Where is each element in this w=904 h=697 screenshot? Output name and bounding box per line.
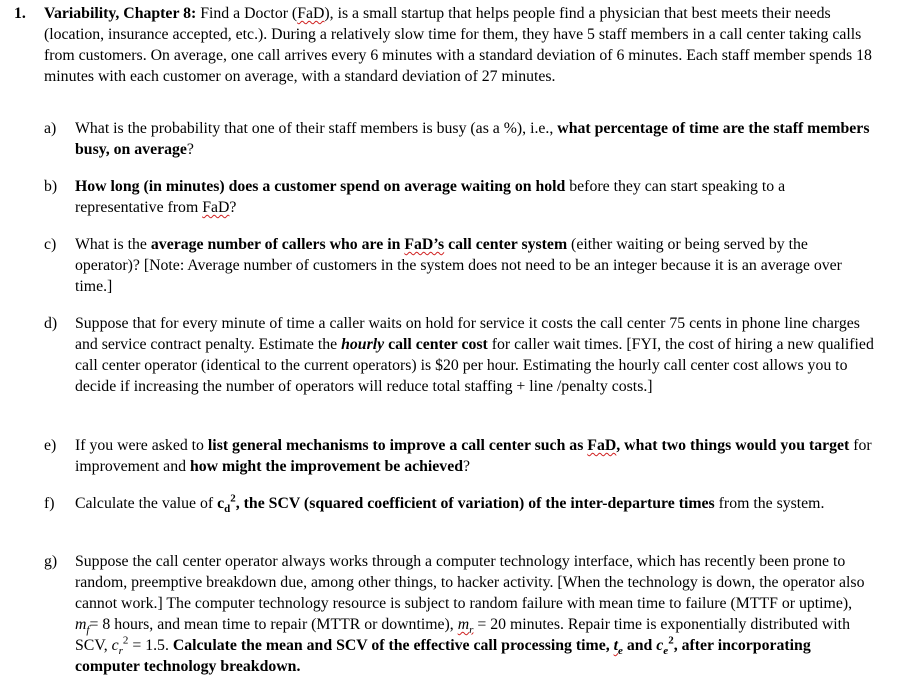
part-text: What is the probability that one of their staff members is busy (as a %), i.e., what percentage of time are the staff members busy, on average?: [75, 120, 870, 158]
part-label: a): [44, 120, 57, 137]
spellcheck-word: FaD: [587, 437, 617, 454]
spellcheck-word: FaD: [202, 199, 230, 216]
part-label: c): [44, 236, 57, 253]
spellcheck-word: $t_e$: [613, 637, 623, 658]
part-label: g): [44, 553, 58, 570]
spellcheck-word: FaD’s: [404, 236, 445, 253]
part-text: How long (in minutes) does a customer spend on average waiting on hold before they can start speaking to a representative from FaD?: [75, 178, 786, 216]
part-text: Calculate the value of $c_d^2$, the SCV (squared coefficient of variation) of the inter-departure times from the system.: [75, 492, 825, 516]
spellcheck-word: FaD: [297, 5, 325, 22]
part-label: e): [44, 437, 57, 454]
part-text: Suppose the call center operator always works through a computer technology interface, which has recently been prone to random, preemptive breakdown due, among other things, to hacker activity. [When the technology is down, the operator also cannot work.] The computer technology resource is subject to random failure with mean time to failure (MTTF or uptime), $m_f= 8$ hours, and mean time to repair (MTTR or downtime), $m_r = 20$ minutes. Repair time is exponentially distributed with SCV, $c_r^2 = 1.5$. Calculate the mean and SCV of the effective call processing time, $t_e$ and $c_e^2$, after incorporating computer technology breakdown.: [75, 553, 865, 675]
question-number: 1.: [14, 5, 26, 22]
spellcheck-word: $m_r$: [457, 616, 474, 637]
part-text: If you were asked to list general mechanisms to improve a call center such as FaD, what two things would you target for improvement and how might the improvement be achieved?: [75, 437, 872, 475]
part-label: b): [44, 178, 58, 195]
part-label: d): [44, 315, 58, 332]
part-label: f): [44, 495, 55, 512]
question-intro: Variability, Chapter 8: Find a Doctor (FaD), is a small startup that helps people find a physician that best meets their needs (location, insurance accepted, etc.). During a relatively slow time for them, they have 5 staff members in a call center taking calls from customers. On average, one call arrives every 6 minutes with a standard deviation of 6 minutes. Each staff member spends 18 minutes with each customer on average, with a standard deviation of 27 minutes.: [44, 5, 872, 85]
question-title: Variability, Chapter 8:: [44, 5, 197, 22]
part-text: What is the average number of callers who are in FaD’s call center system (either waiting or being served by the operator)? [Note: Average number of customers in the system does not need to be an integer because it is an average over time.]: [75, 236, 842, 295]
part-text: Suppose that for every minute of time a caller waits on hold for service it costs the call center 75 cents in phone line charges and service contract penalty. Estimate the hourly call center cost for caller wait times. [FYI, the cost of hiring a new qualified call center operator (identical to the current operators) is $20 per hour. Estimating the hourly call center cost allows you to decide if increasing the number of operators will reduce total staffing + line /penalty costs.]: [75, 315, 874, 395]
